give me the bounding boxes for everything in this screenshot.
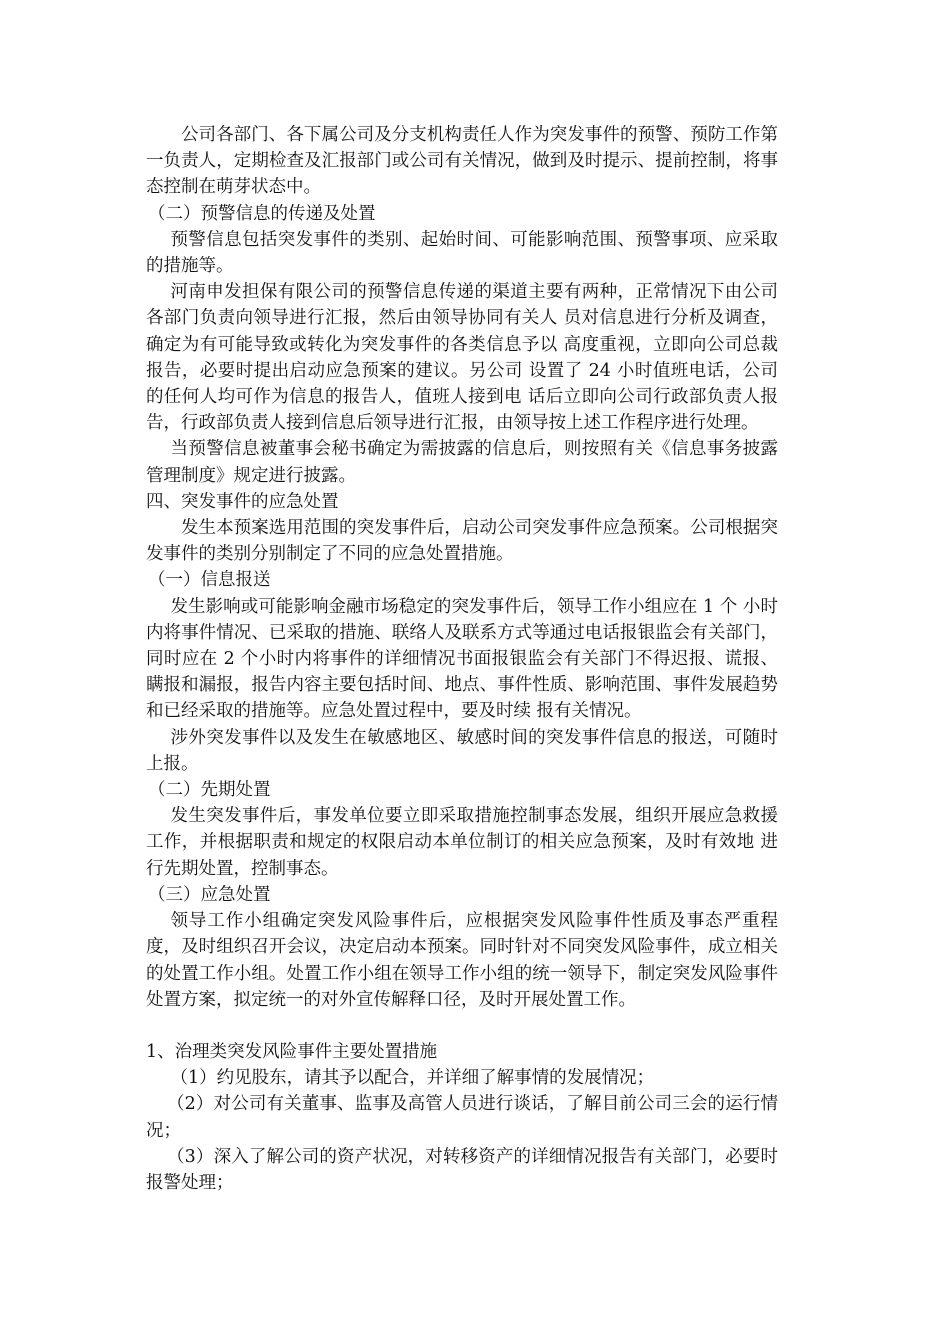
paragraph-reporting-rules: 发生影响或可能影响金融市场稳定的突发事件后，领导工作小组应在 1 个 小时内将事件情况、已采取的措施、联络人及联系方式等通过电话报银监会有关部门，同时应在 2 个小时内将事件的详细情况书面报银监会有关部门不得迟报、谎报、瞒报和漏报，报告内容主要包括时间、地点、事件性质、影响范围、事件发展趋势和已经采取的措施等。应急处置过程中，要及时续 报有关情况。 xyxy=(146,596,778,722)
paragraph-warning-info: 预警信息包括突发事件的类别、起始时间、可能影响范围、预警事项、应采取的措施等。 xyxy=(146,229,778,277)
subheading-initial-handling: （二）先期处置 xyxy=(148,780,271,801)
paragraph-initial-handling: 发生突发事件后，事发单位要立即采取措施控制事态发展，组织开展应急救援工作，并根据职责和规定的权限启动本单位制订的相关应急预案，及时有效地 进行先期处置，控制事态。 xyxy=(146,806,778,879)
paragraph-responsibility: 公司各部门、各下属公司及分支机构责任人作为突发事件的预警、预防工作第一负责人，定期检查及汇报部门或公司有关情况，做到及时提示、提前控制，将事态控制在萌芽状态中。 xyxy=(146,125,778,198)
paragraph-foreign-events: 涉外突发事件以及发生在敏感地区、敏感时间的突发事件信息的报送，可随时上报。 xyxy=(146,727,778,774)
paragraph-warning-channels: 河南申发担保有限公司的预警信息传递的渠道主要有两种，正常情况下由公司各部门负责向领导进行汇报，然后由领导协同有关人 员对信息进行分析及调查，确定为有可能导致或转化为突发事件的各类信息予以 高度重视，立即向公司总裁报告，必要时提出启动应急预案的建议。另公司 设置了 24 小时值班电话，公司的任何人均可作为信息的报告人，值班人接到电 话后立即向公司行政部负责人报告，行政部负责人接到信息后领导进行汇报，由领导按上述工作程序进行处理。 xyxy=(146,282,778,434)
section-heading-emergency-handling: 四、突发事件的应急处置 xyxy=(146,491,339,512)
subheading-info-reporting: （一）信息报送 xyxy=(148,570,271,591)
heading-governance-measures: 1、治理类突发风险事件主要处置措施 xyxy=(146,1041,438,1062)
subheading-emergency-handling: （三）应急处置 xyxy=(148,884,271,905)
blank-line xyxy=(146,1013,778,1039)
paragraph-disclosure: 当预警信息被董事会秘书确定为需披露的信息后，则按照有关《信息事务披露管理制度》规定进行披露。 xyxy=(146,439,778,486)
paragraph-plan-activation: 发生本预案选用范围的突发事件后，启动公司突发事件应急预案。公司根据突发事件的类别分别制定了不同的应急处置措施。 xyxy=(146,518,778,565)
subheading-warning-transmission: （二）预警信息的传递及处置 xyxy=(148,203,376,224)
list-item-1: （1）约见股东，请其予以配合，并详细了解事情的发展情况； xyxy=(170,1068,655,1089)
document-body xyxy=(146,122,778,1196)
paragraph-emergency-handling: 领导工作小组确定突发风险事件后，应根据突发风险事件性质及事态严重程度，及时组织召开会议，决定启动本预案。同时针对不同突发风险事件，成立相关的处置工作小组。处置工作小组在领导工作小组的统一领导下，制定突发风险事件处置方案，拟定统一的对外宣传解释口径，及时开展处置工作。 xyxy=(146,911,778,1010)
list-item-3: （3）深入了解公司的资产状况，对转移资产的详细情况报告有关部门，必要时报警处理； xyxy=(146,1146,778,1193)
list-item-2: （2）对公司有关董事、监事及高管人员进行谈话，了解目前公司三会的运行情况； xyxy=(146,1094,778,1141)
